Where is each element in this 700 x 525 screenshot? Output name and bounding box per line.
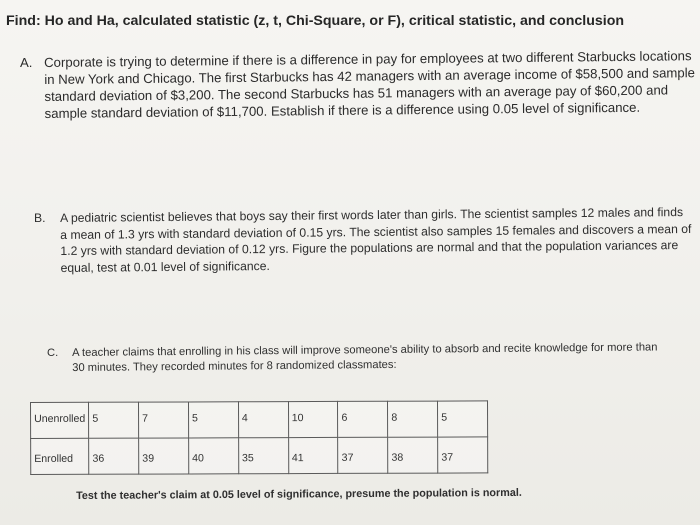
- table-cell: 37: [438, 437, 488, 473]
- table-cell: 5: [89, 402, 139, 438]
- table-cell: 37: [338, 437, 388, 473]
- question-a-label: A.: [20, 55, 33, 70]
- table-cell: 10: [288, 401, 338, 437]
- question-c-label: C.: [47, 347, 59, 359]
- row-label-unenrolled: Unenrolled: [31, 402, 89, 438]
- table-cell: 41: [288, 437, 338, 473]
- table-cell: 35: [238, 438, 288, 474]
- table-cell: 7: [139, 402, 189, 438]
- table-cell: 36: [89, 438, 139, 474]
- table-row-enrolled: [31, 437, 488, 475]
- question-b-text: A pediatric scientist believes that boys say their first words later than girls. The scientist samples 12 males and finds a mean of 1.3 yrs with standard deviation of 0.15 yrs. The scientist also samples 15 females and discovers a mean of 1.2 yrs with standard deviation of 0.12 yrs. Figure the populations are normal and that the population variances are equal, test at 0.01 level of significance.: [60, 205, 692, 275]
- table-row-unenrolled: [31, 401, 488, 439]
- table-cell: 40: [189, 438, 239, 474]
- question-b-label: B.: [34, 211, 46, 225]
- table-cell: 5: [438, 401, 488, 437]
- page-title: Find: Ho and Ha, calculated statistic (z, t, Chi-Square, or F), critical statistic, and conclusion: [6, 13, 625, 29]
- table-cell: 6: [338, 401, 388, 437]
- table-cell: 38: [388, 437, 438, 473]
- minutes-table: [30, 400, 488, 475]
- question-a-text: Corporate is trying to determine if there is a difference in pay for employees at two different Starbucks locations in New York and Chicago. The first Starbucks has 42 managers with an average income of $58,500 and sample standard deviation of $3,200. The second Starbucks has 51 managers with an average pay of $60,200 and sample standard deviation of $11,700. Establish if there is a difference using 0.05 level of significance.: [44, 48, 696, 121]
- row-label-enrolled: Enrolled: [31, 438, 89, 474]
- table-cell: 39: [139, 438, 189, 474]
- question-c-text: A teacher claims that enrolling in his class will improve someone's ability to absorb and recite knowledge for more than 30 minutes. They recorded minutes for 8 randomized classmates:: [72, 341, 658, 374]
- instruction-note: Test the teacher's claim at 0.05 level of significance, presume the population is normal.: [76, 486, 522, 502]
- table-cell: 5: [188, 402, 238, 438]
- table-cell: 8: [388, 401, 438, 437]
- table-cell: 4: [238, 402, 288, 438]
